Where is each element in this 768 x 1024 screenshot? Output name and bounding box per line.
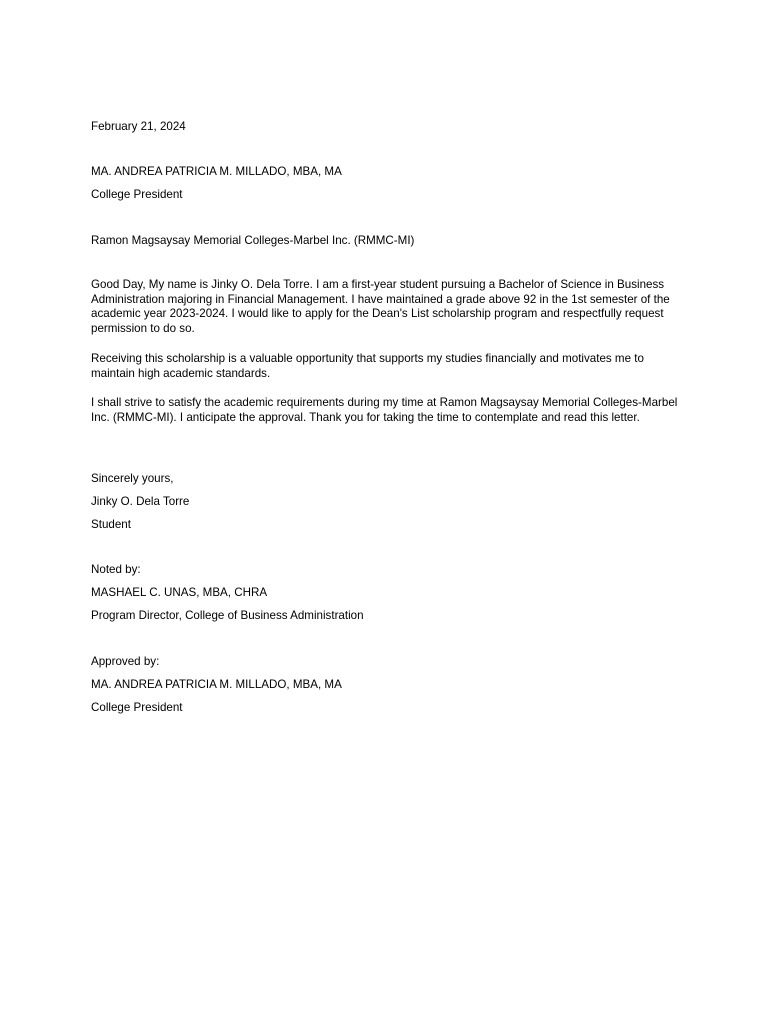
letter-date: February 21, 2024: [91, 120, 186, 133]
sender-title: Student: [91, 518, 131, 531]
noted-by-title: Program Director, College of Business Administration: [91, 609, 364, 622]
recipient-institution: Ramon Magsaysay Memorial Colleges-Marbel Inc. (RMMC-MI): [91, 234, 415, 247]
noted-by-name: MASHAEL C. UNAS, MBA, CHRA: [91, 586, 268, 599]
approved-by-name: MA. ANDREA PATRICIA M. MILLADO, MBA, MA: [91, 678, 342, 691]
closing: Sincerely yours,: [91, 472, 174, 485]
approved-by-title: College President: [91, 701, 183, 714]
body-paragraph-1: Good Day, My name is Jinky O. Dela Torre. I am a first-year student pursuing a Bachelor of Science in Business Administration majoring in Financial Management. I have maintained a grade above 92 in the 1st semester of the academic year 2023-2024. I would like to apply for the Dean's List scholarship program and respectfully request permission to do so.: [91, 278, 670, 336]
body-paragraph-3: I shall strive to satisfy the academic requirements during my time at Ramon Magsaysay Memorial Colleges-Marbel Inc. (RMMC-MI). I anticipate the approval. Thank you for taking the time to contemplate and read this letter.: [91, 396, 678, 424]
sender-name: Jinky O. Dela Torre: [91, 495, 190, 508]
recipient-name: MA. ANDREA PATRICIA M. MILLADO, MBA, MA: [91, 165, 342, 178]
recipient-title: College President: [91, 188, 183, 201]
approved-by-label: Approved by:: [91, 655, 160, 668]
body-paragraph-2: Receiving this scholarship is a valuable opportunity that supports my studies financially and motivates me to maintain high academic standards.: [91, 352, 644, 380]
noted-by-label: Noted by:: [91, 563, 141, 576]
